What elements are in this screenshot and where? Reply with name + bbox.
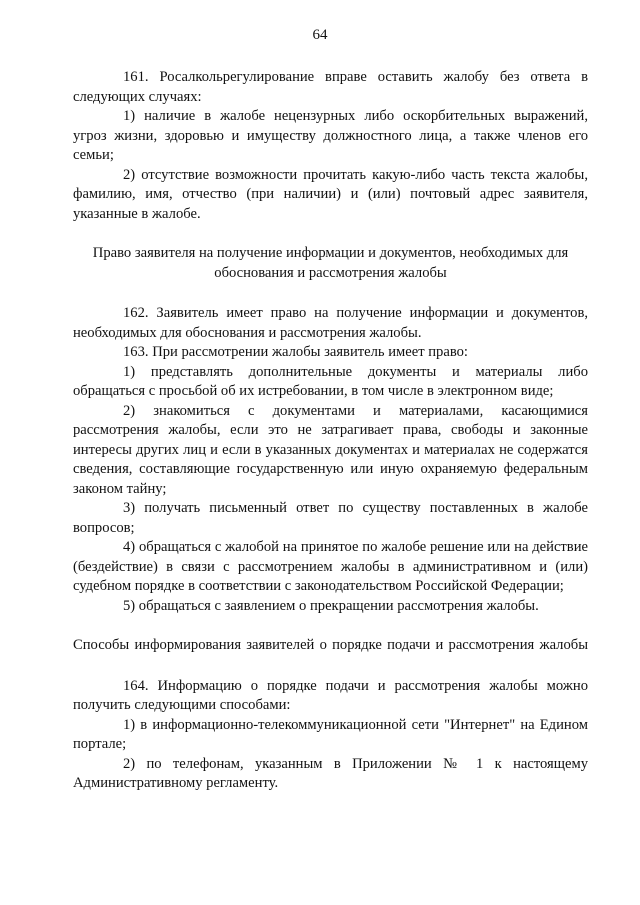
document-body — [73, 68, 588, 794]
section-heading-informing: Способы информирования заявителей о порядке подачи и рассмотрения жалобы — [73, 637, 588, 653]
paragraph-163-item-5: 5) обращаться с заявлением о прекращении рассмотрения жалобы. — [123, 597, 539, 614]
paragraph-161-item-2: 2) отсутствие возможности прочитать какую-либо часть текста жалобы, фамилию, имя, отчество (при наличии) и (или) почтовый адрес заявителя, указанные в жалобе. — [73, 166, 588, 222]
paragraph-163-item-4: 4) обращаться с жалобой на принятое по жалобе решение или на действие (бездействие) в связи с рассмотрением жалобы в административном и (или) судебном порядке в соответствии с законодательством Российской Федерации; — [73, 539, 588, 594]
paragraph-164-item-2: 2) по телефонам, указанным в Приложении № 1 к настоящему Административному регламенту. — [73, 755, 588, 791]
paragraph-162: 162. Заявитель имеет право на получение информации и документов, необходимых для обоснования и рассмотрения жалобы. — [73, 305, 588, 341]
section-heading-rights-line-2: обоснования и рассмотрения жалобы — [214, 264, 447, 281]
paragraph-163: 163. При рассмотрении жалобы заявитель имеет право: — [123, 344, 468, 360]
paragraph-164: 164. Информацию о порядке подачи и рассмотрения жалобы можно получить следующими способами: — [73, 677, 588, 713]
page-number: 64 — [312, 27, 328, 43]
paragraph-161-item-1: 1) наличие в жалобе нецензурных либо оскорбительных выражений, угроз жизни, здоровью и имуществу должностного лица, а также членов его семьи; — [73, 108, 588, 163]
paragraph-163-item-3: 3) получать письменный ответ по существу поставленных в жалобе вопросов; — [73, 500, 588, 536]
section-heading-rights — [73, 244, 588, 283]
section-heading-rights-line-1: Право заявителя на получение информации и документов, необходимых для — [92, 245, 569, 261]
paragraph-161: 161. Росалкольрегулирование вправе оставить жалобу без ответа в следующих случаях: — [73, 69, 588, 105]
paragraph-163-item-2: 2) знакомиться с документами и материалами, касающимися рассмотрения жалобы, если это не затрагивает права, свободы и законные интересы других лиц и если в указанных документах и материалах не содержатся сведения, составляющие государственную или иную охраняемую федеральным законом тайну; — [73, 402, 588, 497]
paragraph-163-item-1: 1) представлять дополнительные документы и материалы либо обращаться с просьбой об их истребовании, в том числе в электронном виде; — [73, 363, 588, 399]
paragraph-164-item-1: 1) в информационно-телекоммуникационной сети "Интернет" на Едином портале; — [73, 716, 588, 752]
